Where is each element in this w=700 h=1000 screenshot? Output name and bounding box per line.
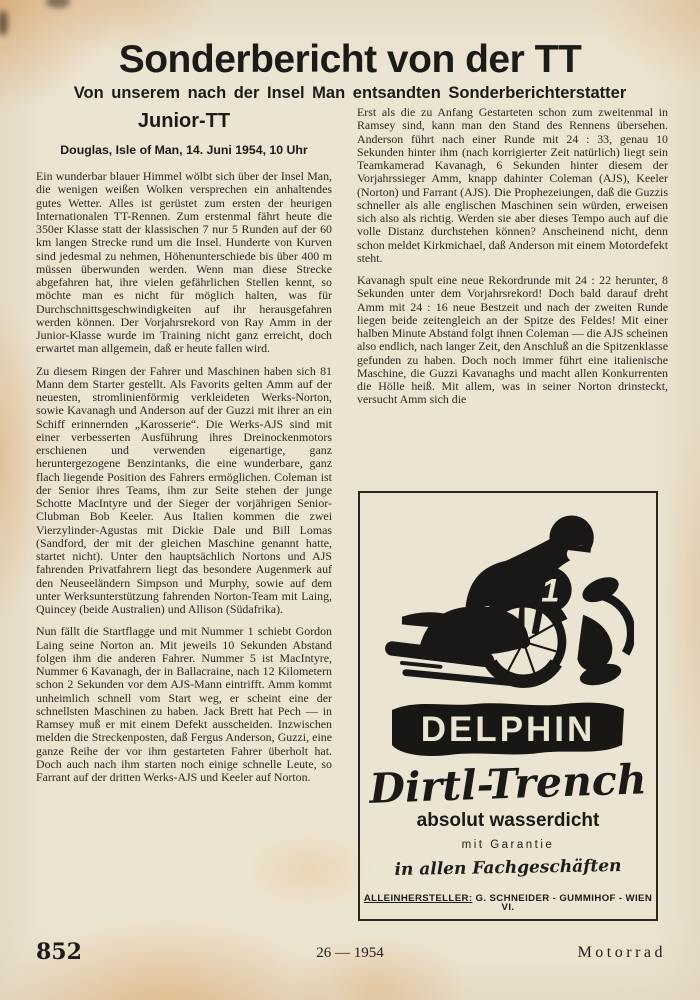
availability-line: in allen Fachgeschäften xyxy=(394,855,622,880)
delphin-advertisement xyxy=(358,491,658,921)
product-name: Dirtl-Trench xyxy=(368,755,648,813)
article-subtitle: Von unserem nach der Insel Man entsandten Sonderberichterstatter xyxy=(73,84,627,102)
ink-smudge xyxy=(46,0,70,8)
dateline: Douglas, Isle of Man, 14. Juni 1954, 10 Uhr xyxy=(60,143,308,157)
ink-smudge xyxy=(0,10,8,36)
right-column-body xyxy=(357,106,668,407)
bike-number: 1 xyxy=(541,571,560,609)
article-paragraph: Kavanagh spult eine neue Rekordrunde mit 24 : 22 herunter, 8 Sekunden unter dem Vorjahrsrekord! Doch bald darauf dreht Amm mit 24 : 16 neue Bestzeit und nach der zweiten Runde liegen beide zeitengleich an der Spitze des Feldes! Mit einer halben Minute Abstand folgt ihnen Coleman — die AJS scheinen also endlich, nach langer Zeit, den Anschluß an die Spitzenklasse gefunden zu haben. Doch noch immer führt eine italienische Maschine, die Guzzi Kavanaghs und macht allen Konkurrenten die Hölle heiß. Mit allem, was in seiner Norton drinsteckt, versucht Amm sich die xyxy=(357,273,668,407)
motorcycle-racer-illustration xyxy=(360,501,656,694)
article-paragraph: Erst als die zu Anfang Gestarteten schon zum zweitenmal in Ramsey sind, kann man den Stand des Rennens übersehen. Anderson führt nach einer Runde mit 24 : 33, genau 10 Sekunden hinter ihm (nach korrigierter Zeit natürlich) liegt sein Teamkamerad Kavanagh, 6 Sekunden hinter diesem der Vorjahrssieger Amm, knapp dahinter Coleman (AJS), Keeler (Norton) und Farrant (AJS). Die Prophezeiungen, daß die Guzzis schneller als alle englischen Maschinen sein würden, erweisen sich also als richtig. Werden sie aber dieses Tempo auch auf die volle Distanz durchstehen können? Anscheinend nicht, denn schon meldet Kirkmichael, daß Anderson mit einem Motordefekt steht. xyxy=(357,105,668,265)
left-column-body xyxy=(36,170,332,784)
right-column xyxy=(357,106,668,416)
manufacturer-label: ALLEINHERSTELLER: xyxy=(363,892,473,904)
article-title: Sonderbericht von der TT xyxy=(118,38,582,81)
manufacturer-line xyxy=(360,894,656,913)
page-number: 852 xyxy=(36,939,82,965)
product-claim: absolut wasserdicht xyxy=(416,810,600,831)
article-paragraph: Ein wunderbar blauer Himmel wölbt sich über der Insel Man, die wenigen weißen Wolken versprechen ein anhaltendes gutes Wetter. Alles ist gerüstet zum ersten der heurigen Internationalen TT-Rennen. Zum erstenmal fährt heute die 350er Klasse statt der klassischen 7 nur 5 Runden auf der 60 km langen Strecke rund um die Insel. Hunderte von Kurven sind jedesmal zu nehmen, Höhenunterschiede bis über 400 m müssen überwunden werden. Wenn man diese Strecke abgefahren hat, ihre vielen gefährlichen Stellen kennt, so möchte man es nicht für möglich halten, was für Durchschnittsgeschwindigkeiten auf ihr herausgefahren werden können. Der Vorjahrsrekord von Ray Amm in der Junior-Klasse wurde im Training nicht ganz erreicht, doch erwartet man allgemein, daß er heute fallen wird. xyxy=(36,169,332,356)
left-column xyxy=(36,110,332,793)
section-heading: Junior-TT xyxy=(137,110,231,132)
article-paragraph: Zu diesem Ringen der Fahrer und Maschinen haben sich 81 Mann dem Starter gestellt. Als Favorits gelten Amm auf der neuesten, stromlinienförmig verkleideten Werks-Norton, sowie Kavanagh und Anderson auf der Guzzi mit ihrer an ein Schiff erinnernden „Karosserie“. Die Werks-AJS sind mit einer verbesserten Ausführung ihres Dreinockenmotors erschienen und verwenden eigenartige, ganz heruntergezogene Benzintanks, die eine wunderbare, ganz flach liegende Position des Fahrers ermöglichen. Coleman ist der Senior ihres Teams, ihm zur Seite stehen der junge Schotte MacIntyre und der Sieger der vorjährigen Senior-Clubman Bob Keeler. Aus Italien kommen die zwei Vierzylinder-Agustas mit Dickie Dale und Bill Lomas (Sandford, der mit der gleichen Maschine genannt hatte, startet nicht). Unter den hauptsächlich Nortons und AJS fahrenden Privatfahrern liegt das besondere Augenmerk auf den Neuseeländern Simpson und Murphy, sowie auf dem unter Werksunterstützung fahrenden Norton-Team mit Laing, Quincey (beide Australien) und Allison (Südafrika). xyxy=(36,363,332,616)
manufacturer-name: G. SCHNEIDER - GUMMIHOF - WIEN VI. xyxy=(475,892,653,914)
delphin-banner xyxy=(387,696,629,763)
article-paragraph: Nun fällt die Startflagge und mit Nummer 1 schiebt Gordon Laing seine Norton an. Mit jeweils 10 Sekunden Abstand folgen ihm die anderen Fahrer. Nummer 5 ist MacIntyre, Nummer 6 Kavanagh, der in Ballacraine, nach 12 Kilometern schon 2 Sekunden vor dem AJS-Mann eintrifft. Amm kommt unheimlich schnell vom Start weg, er scheint eine der schnellsten Maschinen zu haben. Jack Brett hat Pech — in Ramsey muß er mit einem Defekt ausscheiden. Inzwischen melden die Streckenposten, daß Fergus Anderson, Guzzi, eine ganze Reihe der vor ihm gestarteten Fahrer überholt hat. Doch auch nach ihm starten noch einige schnelle Leute, so Farrant auf der dritten Werks-AJS und Keeler auf Norton. xyxy=(36,624,332,784)
issue-number: 26 — 1954 xyxy=(316,945,384,961)
magazine-name: Motorrad xyxy=(577,944,666,961)
brand-name: DELPHIN xyxy=(420,710,596,749)
guarantee-line: mit Garantie xyxy=(461,839,555,851)
